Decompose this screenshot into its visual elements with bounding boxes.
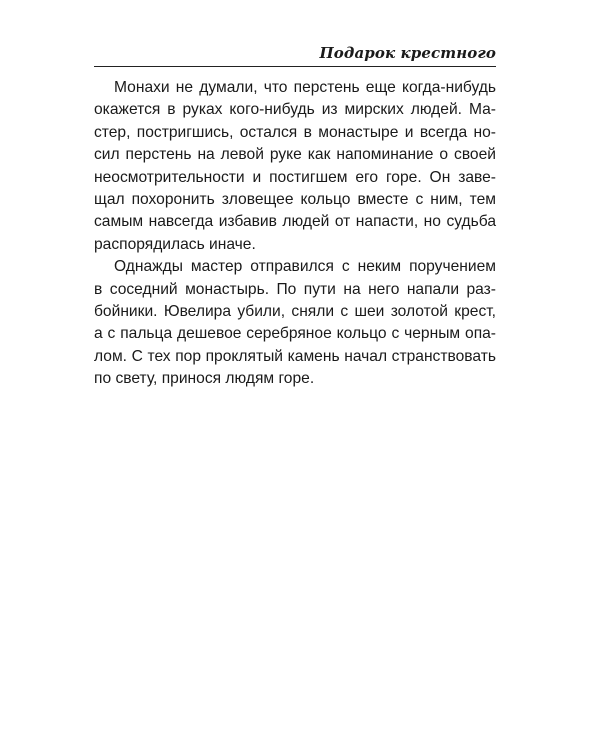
body-text bbox=[94, 77, 496, 390]
text-line: распорядилась иначе. bbox=[94, 235, 256, 253]
text-line: самым навсегда избавив людей от напасти, но судьба bbox=[94, 213, 496, 231]
text-line: сил перстень на левой руке как напоминание о своей bbox=[94, 146, 496, 164]
paragraph-2 bbox=[94, 256, 496, 390]
paragraph-1 bbox=[94, 77, 496, 256]
header-rule bbox=[94, 66, 496, 67]
text-line: окажется в руках кого-нибудь из мирских людей. Ма- bbox=[94, 101, 496, 119]
text-line: Однажды мастер отправился с неким поручением bbox=[114, 258, 496, 276]
text-line: щал похоронить зловещее кольцо вместе с ним, тем bbox=[94, 190, 496, 208]
text-line: Монахи не думали, что перстень еще когда-нибудь bbox=[114, 79, 496, 96]
text-line: в соседний монастырь. По пути на него напали раз- bbox=[94, 280, 496, 298]
text-line: неосмотрительности и постигшем его горе. Он заве- bbox=[94, 168, 496, 186]
text-line: лом. С тех пор проклятый камень начал странствовать bbox=[94, 347, 496, 365]
text-line: по свету, принося людям горе. bbox=[94, 370, 315, 388]
text-line: бойники. Ювелира убили, сняли с шеи золотой крест, bbox=[94, 302, 496, 320]
text-line: стер, постригшись, остался в монастыре и всегда но- bbox=[94, 123, 496, 141]
running-head-title: Подарок крестного bbox=[319, 44, 496, 62]
text-line: а с пальца дешевое серебряное кольцо с черным опа- bbox=[94, 325, 496, 343]
